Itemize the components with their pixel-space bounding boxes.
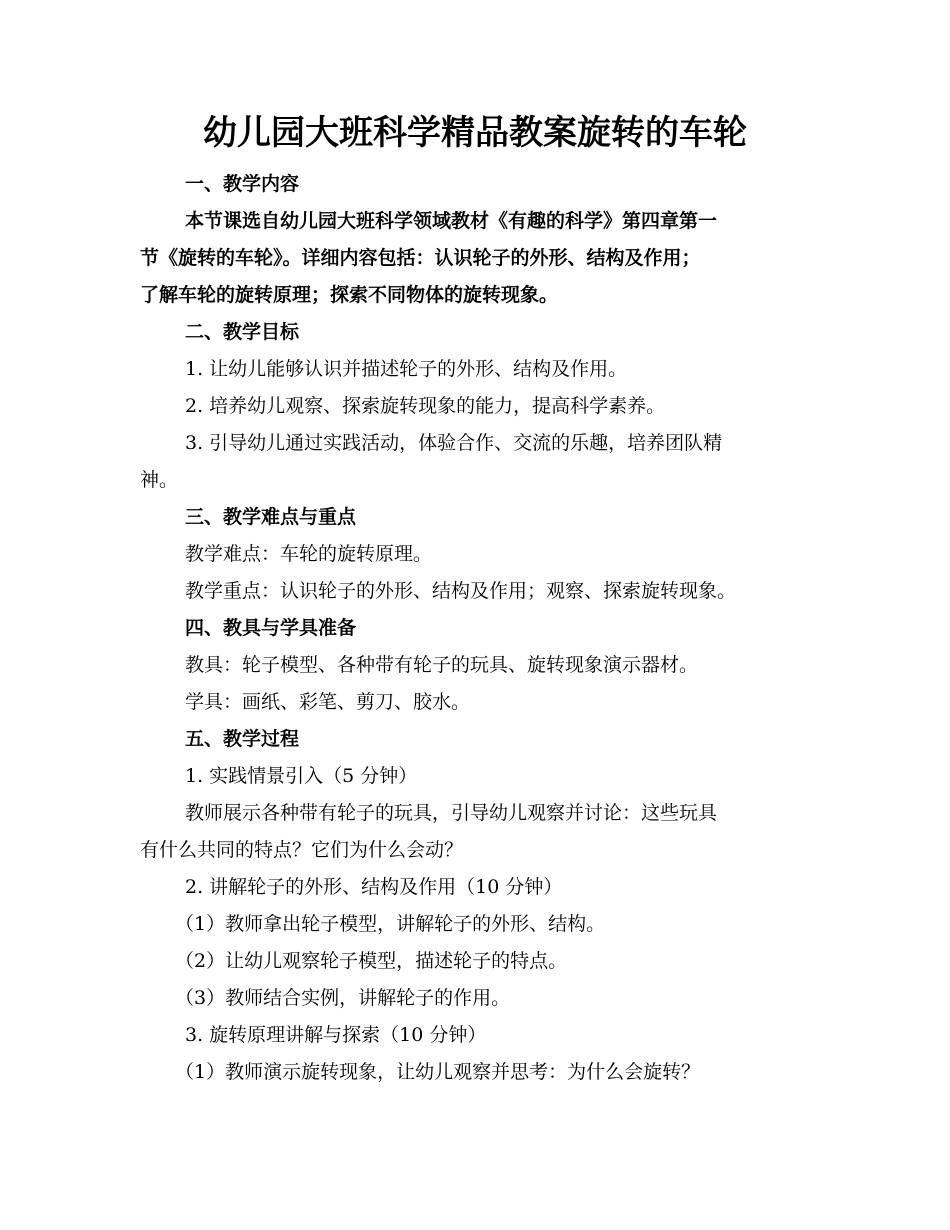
page-title: 幼儿园大班科学精品教案旋转的车轮 [203, 113, 747, 153]
section-heading-objectives: 二、教学目标 [185, 321, 300, 343]
section-heading-difficulty: 三、教学难点与重点 [185, 506, 357, 528]
student-tools-text: 学具：画纸、彩笔、剪刀、胶水。 [185, 691, 471, 713]
objective-item-continuation: 神。 [140, 469, 179, 491]
document-body [140, 166, 810, 1091]
process-substep: （1）教师演示旋转现象，让幼儿观察并思考：为什么会旋转？ [175, 1061, 701, 1083]
section-heading-process: 五、教学过程 [185, 728, 300, 750]
teacher-tools-text: 教具：轮子模型、各种带有轮子的玩具、旋转现象演示器材。 [185, 654, 699, 676]
objective-item: 3. 引导幼儿通过实践活动，体验合作、交流的乐趣，培养团队精 [185, 432, 723, 454]
process-step-heading: 3. 旋转原理讲解与探索（10 分钟） [185, 1024, 487, 1046]
section-heading-content: 一、教学内容 [185, 173, 300, 195]
objective-item: 2. 培养幼儿观察、探索旋转现象的能力，提高科学素养。 [185, 395, 666, 417]
process-step-text: 教师展示各种带有轮子的玩具，引导幼儿观察并讨论：这些玩具 [185, 802, 718, 824]
section-heading-tools: 四、教具与学具准备 [185, 617, 357, 639]
objective-item: 1. 让幼儿能够认识并描述轮子的外形、结构及作用。 [185, 358, 628, 380]
content-paragraph-line: 节《旋转的车轮》。详细内容包括：认识轮子的外形、结构及作用； [140, 247, 701, 269]
content-paragraph-line: 了解车轮的旋转原理；探索不同物体的旋转现象。 [140, 284, 559, 306]
difficulty-text: 教学难点：车轮的旋转原理。 [185, 543, 433, 565]
process-step-text: 有什么共同的特点？它们为什么会动？ [140, 839, 464, 861]
process-step-heading: 2. 讲解轮子的外形、结构及作用（10 分钟） [185, 876, 563, 898]
process-substep: （2）让幼儿观察轮子模型，描述轮子的特点。 [175, 950, 568, 972]
content-paragraph-line: 本节课选自幼儿园大班科学领域教材《有趣的科学》第四章第一 [185, 210, 718, 232]
process-step-heading: 1. 实践情景引入（5 分钟） [185, 765, 418, 787]
key-point-text: 教学重点：认识轮子的外形、结构及作用；观察、探索旋转现象。 [185, 580, 737, 602]
process-substep: （1）教师拿出轮子模型，讲解轮子的外形、结构。 [175, 913, 606, 935]
process-substep: （3）教师结合实例，讲解轮子的作用。 [175, 987, 511, 1009]
